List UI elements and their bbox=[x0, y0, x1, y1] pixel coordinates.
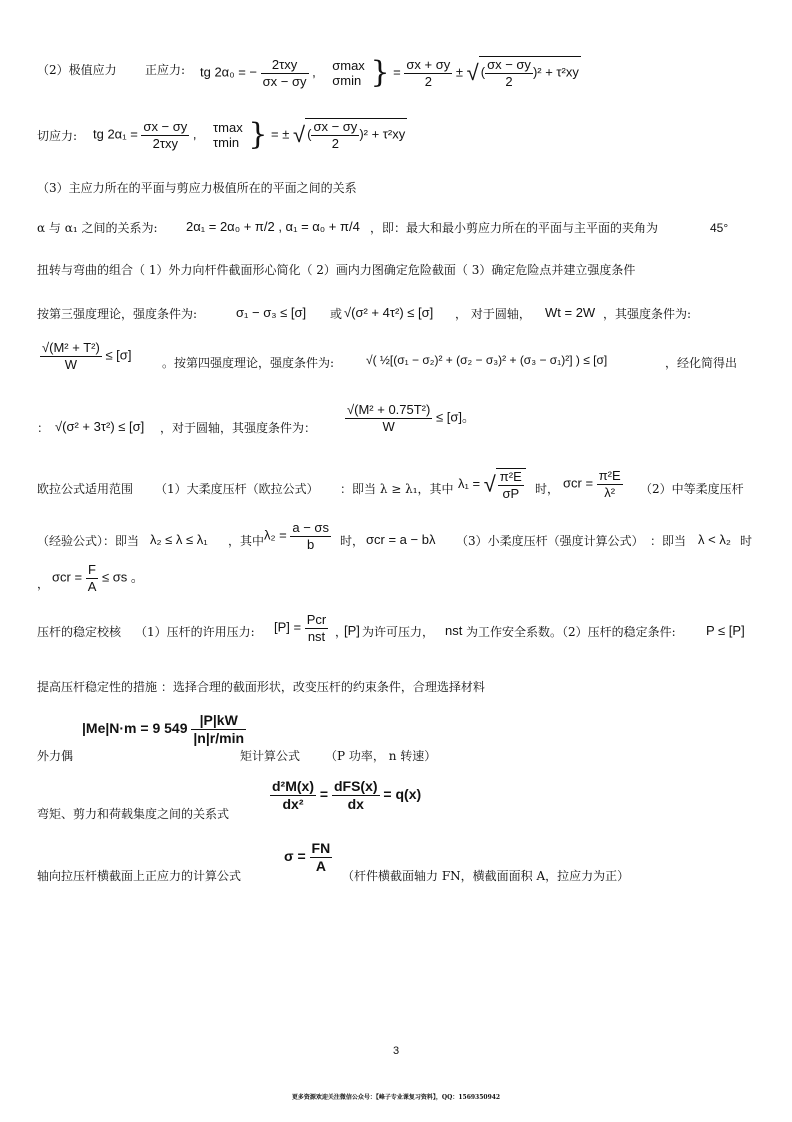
round-shaft-condition-text: ，对于圆轴，其强度条件为： bbox=[160, 421, 317, 435]
third-strength-prefix: 按第三强度理论，强度条件为: bbox=[37, 307, 198, 321]
eq-2: = q(x) bbox=[383, 786, 422, 802]
shear-rhs: = ± bbox=[271, 126, 290, 142]
mid-fraction bbox=[404, 57, 452, 89]
lambda1-root-num: π²E bbox=[499, 469, 522, 484]
external-couple-note: （P 功率， n 转速） bbox=[325, 749, 437, 763]
lambda1-root bbox=[496, 468, 526, 501]
axial-fraction bbox=[310, 840, 333, 875]
section-3-heading: （3）主应力所在的平面与剪应力极值所在的平面之间的关系 bbox=[37, 181, 357, 195]
external-couple-formula bbox=[82, 712, 246, 747]
stability-check-label: 压杆的稳定校核 bbox=[37, 625, 122, 639]
stability-condition: P ≤ [P] bbox=[706, 623, 745, 638]
colon: ： bbox=[37, 421, 50, 435]
tg-den: σx − σy bbox=[262, 73, 307, 89]
p-symbol: [P] bbox=[344, 623, 360, 638]
scr-den: λ² bbox=[604, 484, 616, 500]
simplified-formula: √(σ² + 3τ²) ≤ [σ] bbox=[55, 419, 145, 434]
axial-lhs: σ = bbox=[284, 848, 306, 864]
comma: ， bbox=[37, 577, 50, 591]
third-strength-suffix: ，其强度条件为: bbox=[603, 307, 692, 321]
round-shaft-text: ， 对于圆轴， bbox=[455, 307, 531, 321]
p-den: nst bbox=[307, 628, 326, 644]
euler-condition-text: ：即当 λ ≥ λ₁，其中 bbox=[340, 482, 454, 496]
tg1-fraction bbox=[141, 119, 189, 151]
tau-max-min bbox=[211, 120, 245, 151]
normal-stress-formula: tg 2α₀ = − $\frac{\text{2τxy}}{\sigma x - \sigma y}$ , σmax σmin } = $\frac{\sigma x + \sigma y}{2}$ ± √ ( $\frac{\sigma x - \sigma y}{2}$ )² + τ²xy bbox=[200, 55, 579, 91]
torsion-bending-text: 扭转与弯曲的组合（ 1）外力向杆件截面形心简化（ 2）画内力图确定危险截面（ 3）确定危险点并建立强度条件 bbox=[37, 263, 636, 277]
p-lhs: [P] = bbox=[274, 619, 302, 635]
where-text: ，其中 bbox=[228, 534, 265, 548]
third-strength-f2: √(σ² + 4τ²) ≤ [σ] bbox=[344, 305, 434, 320]
mt-rhs: ≤ [σ] bbox=[105, 347, 132, 363]
root-den: 2 bbox=[505, 73, 513, 89]
simplify-text: ，经化简得出 bbox=[665, 356, 738, 370]
medium-condition: λ₂ ≤ λ ≤ λ₁ bbox=[150, 532, 208, 547]
fourth-strength-formula: √( ½[(σ₁ − σ₂)² + (σ₂ − σ₃)² + (σ₃ − σ₁)²] ) ≤ [σ] bbox=[366, 353, 608, 367]
shear-stress-label: 切应力: bbox=[37, 129, 78, 143]
empirical-label: （经验公式）：即当 bbox=[37, 534, 140, 548]
normal-stress-label: 正应力: bbox=[145, 63, 186, 77]
fs-den: dx bbox=[347, 795, 364, 812]
couple-den: |n|r/min bbox=[193, 729, 245, 746]
fourth-strength-text: 。按第四强度理论，强度条件为: bbox=[162, 356, 335, 370]
eq-1: = bbox=[319, 786, 329, 802]
strength-den: A bbox=[87, 578, 97, 594]
lambda2-formula bbox=[264, 520, 331, 552]
lambda1-formula: λ₁ = √ $\frac{\text{π²E}}{\sigma P}$ bbox=[458, 468, 526, 501]
allowable-load-label: （1）压杆的许用压力: bbox=[135, 625, 255, 639]
strength-fraction bbox=[86, 562, 99, 594]
section-label-extreme-stress: （2）极值应力 bbox=[37, 63, 117, 77]
fs-num: dFS(x) bbox=[333, 778, 378, 794]
mid-num: σx + σy bbox=[406, 57, 451, 72]
external-couple-prefix: 外力偶 bbox=[37, 749, 74, 763]
axial-num: FN bbox=[311, 840, 331, 856]
lambda2-lhs: λ₂ = bbox=[264, 527, 287, 543]
third-strength-or: 或 bbox=[330, 307, 343, 321]
sigma-max: σmax bbox=[332, 57, 365, 73]
strength-formula bbox=[52, 562, 144, 594]
shear-stress-formula: tg 2α₁ = $\frac{\sigma x - \sigma y}{\text{2τxy}}$ , τmax τmin } = ± √ ( $\frac{\sigma x - \sigma y}{2}$ )² + τ²xy bbox=[93, 117, 406, 153]
external-couple-suffix: 矩计算公式 bbox=[240, 749, 301, 763]
large-slenderness-label: （1）大柔度压杆（欧拉公式） bbox=[155, 482, 319, 496]
tg-num: 2τxy bbox=[261, 57, 309, 74]
shear-root-tail: )² + τ²xy bbox=[359, 126, 406, 142]
fs-fraction bbox=[332, 778, 380, 813]
lambda2-fraction bbox=[290, 520, 331, 552]
footer-note: 更多资源欢迎关注微信公众号：【峰子专业课复习资料】，QQ：1569350942 bbox=[291, 1094, 501, 1101]
lambda1-root-den: σP bbox=[502, 485, 520, 501]
axial-stress-formula bbox=[284, 840, 332, 875]
m-fraction bbox=[270, 778, 316, 813]
sqrt-body: ( $\frac{\sigma x - \sigma y}{2}$ )² + τ²xy bbox=[480, 57, 579, 89]
bending-torsion-formula bbox=[40, 340, 131, 372]
mid-den: 2 bbox=[424, 73, 432, 89]
angle-value: 45° bbox=[710, 221, 729, 235]
sigma-min: σmin bbox=[332, 73, 362, 89]
p-fraction bbox=[305, 612, 329, 644]
euler-when-text: 时， bbox=[535, 482, 560, 496]
shear-root-num: σx − σy bbox=[313, 119, 358, 134]
lambda2-when-text: 时， bbox=[340, 534, 365, 548]
couple-fraction bbox=[191, 712, 246, 747]
plus-minus: ± bbox=[455, 64, 464, 80]
tau-max: τmax bbox=[213, 119, 243, 135]
alpha-relation-prefix: α 与 α₁ 之间的关系为: bbox=[37, 221, 158, 235]
nst-symbol: nst bbox=[445, 623, 463, 638]
mt-num: √(M² + T²) bbox=[42, 340, 100, 355]
tg1-lhs: tg 2α₁ = bbox=[93, 126, 138, 142]
p-num: Pcr bbox=[306, 612, 327, 627]
alpha-relation-formula: 2α₁ = 2α₀ + π/2 , α₁ = α₀ + π/4 bbox=[186, 219, 360, 234]
lambda1-lhs: λ₁ = bbox=[458, 476, 481, 492]
strength-rhs: ≤ σs 。 bbox=[101, 569, 144, 585]
sigma-max-min bbox=[330, 58, 367, 89]
root-tail: )² + τ²xy bbox=[532, 64, 579, 80]
lambda2-den: b bbox=[307, 536, 315, 552]
scr-lhs: σcr = bbox=[563, 475, 594, 491]
allowable-load-formula bbox=[274, 612, 328, 644]
tg1-num: σx − σy bbox=[143, 119, 188, 134]
m075t-rhs: ≤ [σ]。 bbox=[435, 409, 475, 425]
euler-range-label: 欧拉公式适用范围 bbox=[37, 482, 134, 496]
shear-root-den: 2 bbox=[331, 135, 339, 151]
strength-num: F bbox=[86, 562, 99, 579]
round-shaft-formula bbox=[345, 402, 475, 434]
small-slenderness-label: （3）小柔度压杆（强度计算公式） bbox=[456, 534, 644, 548]
tg-fraction bbox=[261, 57, 309, 89]
m-num: d²M(x) bbox=[272, 778, 314, 794]
m075t-num: √(M² + 0.75T²) bbox=[347, 402, 431, 417]
wt-formula: Wt = 2W bbox=[545, 305, 596, 320]
small-when-suffix: 时 bbox=[740, 534, 753, 548]
page-number: 3 bbox=[392, 1045, 400, 1057]
euler-critical-formula bbox=[563, 468, 623, 500]
axial-den: A bbox=[315, 857, 326, 874]
comma-2: ， bbox=[335, 625, 348, 639]
tg1-den: 2τxy bbox=[152, 135, 179, 151]
small-condition: λ < λ₂ bbox=[698, 532, 731, 547]
empirical-formula: σcr = a − bλ bbox=[366, 532, 436, 547]
moment-shear-relation-label: 弯矩、剪力和荷载集度之间的关系式 bbox=[37, 807, 230, 821]
third-strength-f1: σ₁ − σ₃ ≤ [σ] bbox=[236, 305, 307, 320]
stability-improvement-text: 提高压杆稳定性的措施 ：选择合理的截面形状，改变压杆的约束条件，合理选择材料 bbox=[37, 680, 485, 694]
safety-factor-desc: 为工作安全系数。（2）压杆的稳定条件: bbox=[466, 625, 676, 639]
alpha-relation-suffix: ，即：最大和最小剪应力所在的平面与主平面的夹角为 bbox=[370, 221, 659, 235]
root-num: σx − σy bbox=[487, 57, 531, 72]
m-den: dx² bbox=[282, 795, 304, 812]
shear-sqrt: ( $\frac{\sigma x - \sigma y}{2}$ )² + τ²xy bbox=[307, 119, 406, 151]
lambda2-num: a − σs bbox=[292, 520, 329, 535]
m075t-fraction bbox=[345, 402, 432, 434]
couple-num: |P|kW bbox=[191, 712, 246, 730]
mt-fraction bbox=[40, 340, 102, 372]
moment-shear-formula bbox=[270, 778, 421, 813]
medium-slenderness-label: （2）中等柔度压杆 bbox=[640, 482, 744, 496]
m075t-den: W bbox=[382, 418, 395, 434]
strength-lhs: σcr = bbox=[52, 569, 83, 585]
couple-lhs: |Me|N·m = 9 549 bbox=[82, 720, 188, 736]
axial-stress-note: （杆件横截面轴力 FN，横截面面积 A，拉应力为正） bbox=[342, 869, 630, 883]
tg-lhs: tg 2α₀ = − bbox=[200, 64, 258, 80]
axial-stress-label: 轴向拉压杆横截面上正应力的计算公式 bbox=[37, 869, 242, 883]
small-when-text: ：即当 bbox=[650, 534, 687, 548]
scr-fraction bbox=[597, 468, 623, 500]
tau-min: τmin bbox=[213, 135, 240, 151]
mt-den: W bbox=[64, 356, 78, 372]
scr-num: π²E bbox=[598, 468, 621, 483]
allowable-desc: 为许可压力， bbox=[362, 625, 435, 639]
